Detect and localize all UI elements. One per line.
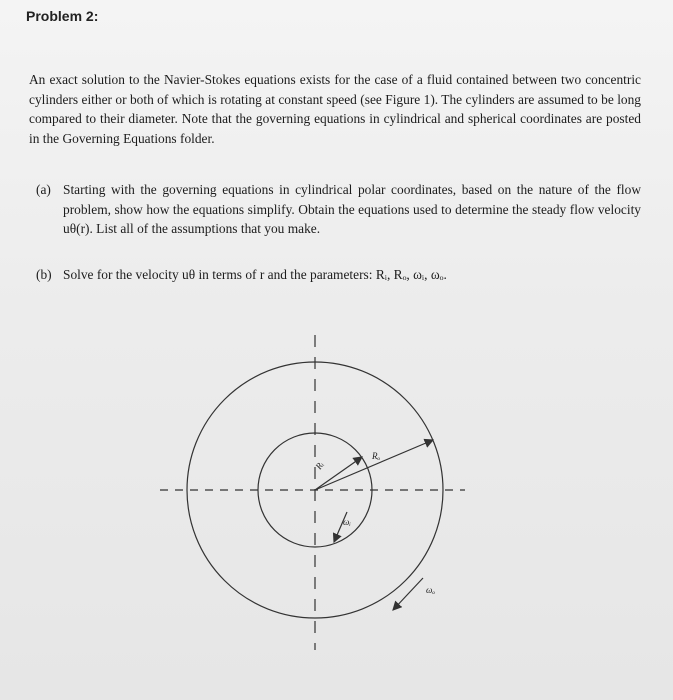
inner-omega-label: ωᵢ bbox=[343, 517, 351, 527]
part-a-text: Starting with the governing equations in cylindrical polar coordinates, based on the nature of the flow problem, show how the equations simplify. Obtain the equations used to determine the steady flow velocity uθ(r). List all of the assumptions that you make. bbox=[63, 182, 641, 236]
problem-description: An exact solution to the Navier-Stokes equations exists for the case of a fluid contained between two concentric cylinders either or both of which is rotating at constant speed (see Figure 1). The cylinders are assumed to be long compared to their diameter. Note that the governing equations in cylindrical and spherical coordinates are posted in the Governing Equations folder. bbox=[29, 72, 641, 146]
outer-rotation-arrow bbox=[393, 578, 423, 610]
part-b-text: Solve for the velocity uθ in terms of r and the parameters: Rᵢ, Rₒ, ωᵢ, ωₒ. bbox=[63, 267, 447, 282]
part-b-label: (b) bbox=[36, 267, 52, 282]
problem-title: Problem 2: bbox=[26, 8, 99, 24]
part-a-label: (a) bbox=[36, 182, 51, 197]
outer-omega-label: ωₒ bbox=[426, 585, 435, 595]
outer-radius-arrow bbox=[315, 440, 433, 490]
outer-radius-label: Rₒ bbox=[372, 451, 381, 461]
inner-radius-label: Rᵢ bbox=[313, 459, 326, 472]
